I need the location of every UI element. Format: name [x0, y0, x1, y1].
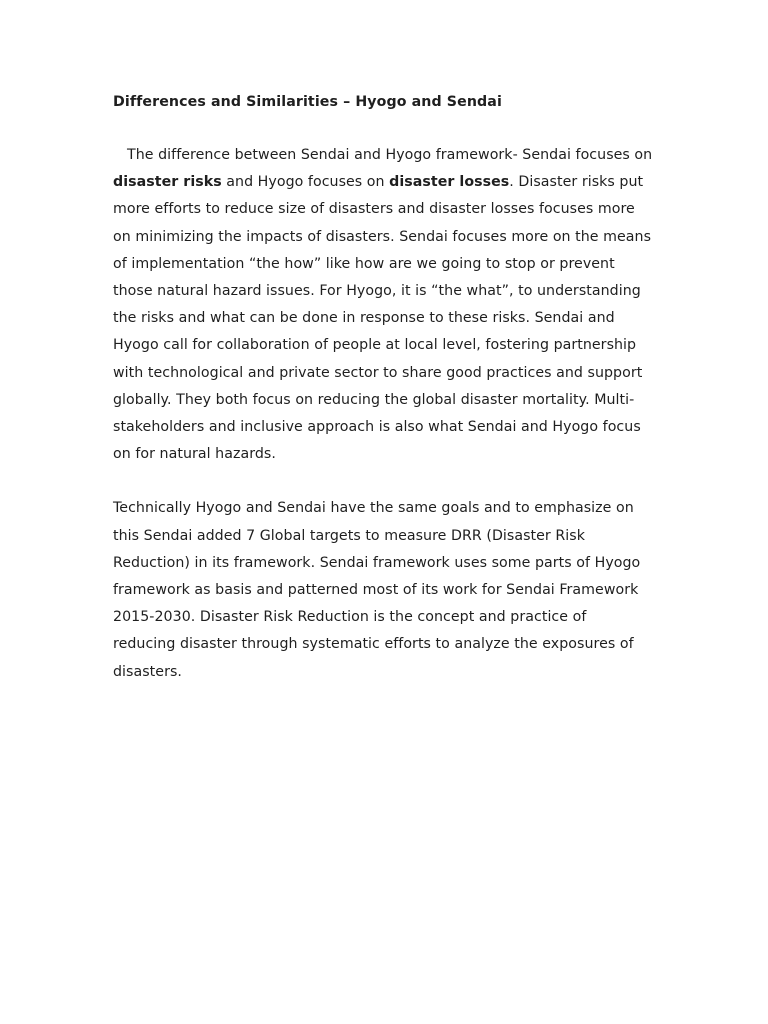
bold-term-disaster-risks: disaster risks [113, 174, 222, 191]
paragraph-differences [113, 142, 653, 468]
document-page [113, 91, 653, 686]
paragraph-similarities: Technically Hyogo and Sendai have the same goals and to emphasize on this Sendai added 7 Global targets to measure DRR (Disaster Risk Reduction) in its framework. Sendai framework uses some parts of Hyogo framework as basis and patterned most of its work for Sendai Framework 2015-2030. Disaster Risk Reduction is the concept and practice of reducing disaster through systematic efforts to analyze the exposures of disasters. [113, 500, 641, 680]
bold-term-disaster-losses: disaster losses [389, 174, 510, 191]
paragraph-text: The difference between Sendai and Hyogo framework- Sendai focuses on [127, 147, 653, 163]
paragraph-text: and Hyogo focuses on [221, 174, 390, 191]
document-title: Differences and Similarities – Hyogo and Sendai [113, 94, 502, 110]
paragraph-text: . Disaster risks put more efforts to reduce size of disasters and disaster losses focuses more on minimizing the impacts of disasters. Sendai focuses more on the means of implementation “the how” like how are we going to stop or prevent those natural hazard issues. For Hyogo, it is “the what”, to understanding the risks and what can be done in response to these risks. Sendai and Hyogo call for collaboration of people at local level, fostering partnership with technological and private sector to share good practices and support globally. They both focus on reducing the global disaster mortality. Multi-stakeholders and inclusive approach is also what Sendai and Hyogo focus on for natural hazards. [113, 174, 652, 463]
